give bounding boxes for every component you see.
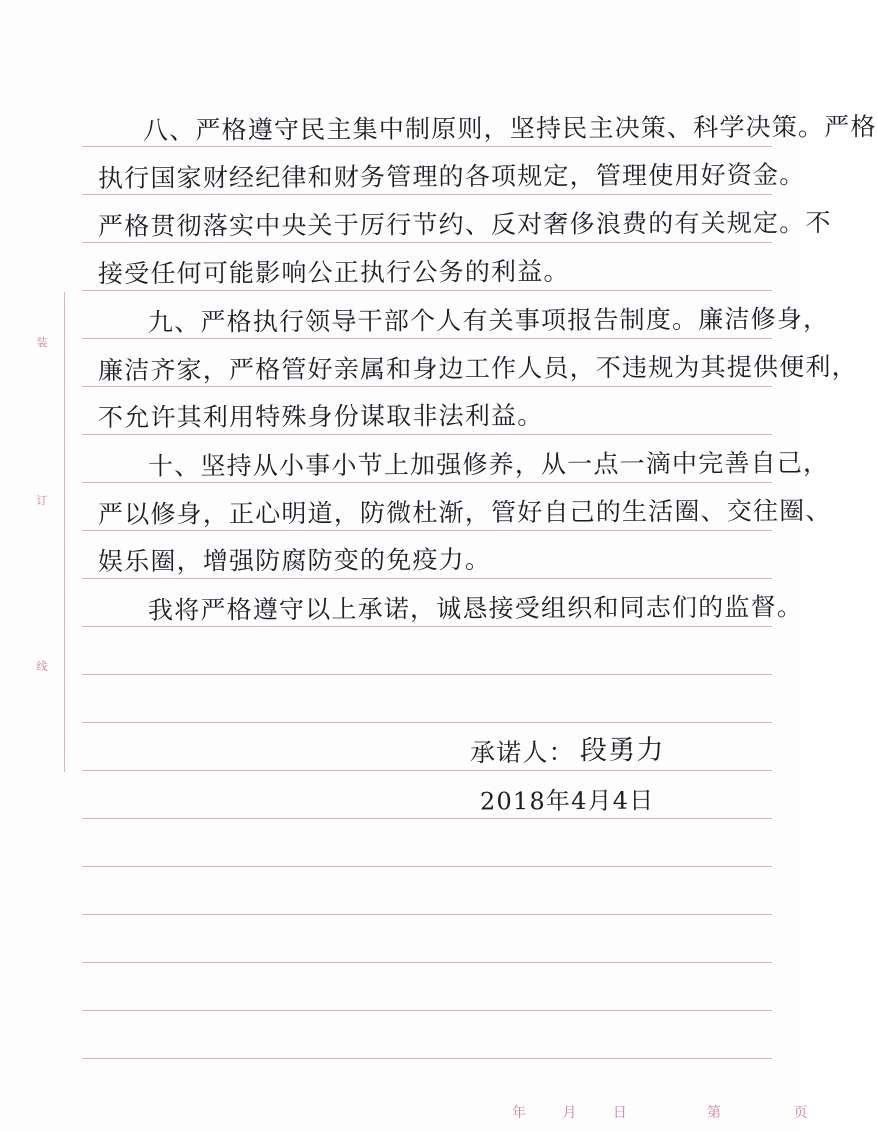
ruled-line bbox=[82, 338, 772, 339]
ruled-line bbox=[82, 626, 772, 627]
ruled-line bbox=[82, 1010, 772, 1011]
letter-line: 八、严格遵守民主集中制原则，坚持民主决策、科学决策。严格 bbox=[142, 112, 877, 145]
letter-line: 不允许其利用特殊身份谋取非法利益。 bbox=[97, 400, 544, 433]
binding-mark: 线 bbox=[36, 660, 48, 673]
letter-date: 2018年4月4日 bbox=[479, 786, 655, 816]
ruled-line bbox=[82, 866, 772, 867]
binding-margin-line bbox=[64, 292, 65, 772]
binding-mark: 订 bbox=[36, 494, 48, 507]
letter-line: 执行国家财经纪律和财务管理的各项规定，管理使用好资金。 bbox=[97, 160, 806, 193]
footer-date-label: 年 月 日 bbox=[512, 1105, 643, 1121]
letter-line: 娱乐圈，增强防腐防变的免疫力。 bbox=[97, 544, 492, 577]
ruled-line bbox=[82, 146, 772, 147]
ruled-line bbox=[82, 290, 772, 291]
ruled-line bbox=[82, 434, 772, 435]
ruled-line bbox=[82, 674, 772, 675]
letter-line: 十、坚持从小事小节上加强修养，从一点一滴中完善自己， bbox=[147, 448, 830, 481]
letter-line: 我将严格遵守以上承诺，诚恳接受组织和同志们的监督。 bbox=[147, 592, 804, 625]
signature-label: 承诺人： bbox=[469, 737, 575, 768]
ruled-line bbox=[82, 914, 772, 915]
ruled-line bbox=[82, 242, 772, 243]
letter-line: 接受任何可能影响公正执行公务的利益。 bbox=[97, 256, 570, 289]
signature-name: 段勇力 bbox=[579, 734, 665, 767]
letter-line: 九、严格执行领导干部个人有关事项报告制度。廉洁修身， bbox=[147, 304, 830, 337]
ruled-line bbox=[82, 722, 772, 723]
binding-mark: 装 bbox=[36, 336, 48, 349]
letter-line: 严格贯彻落实中央关于厉行节约、反对奢侈浪费的有关规定。不 bbox=[97, 208, 832, 241]
ruled-line bbox=[82, 578, 772, 579]
footer-page-label: 第 页 bbox=[707, 1105, 842, 1121]
ruled-line bbox=[82, 962, 772, 963]
ruled-line bbox=[82, 386, 772, 387]
letter-line: 严以修身，正心明道，防微杜渐，管好自己的生活圈、交往圈、 bbox=[97, 496, 832, 529]
ruled-line bbox=[82, 1058, 772, 1059]
ruled-line bbox=[82, 818, 772, 819]
ruled-line bbox=[82, 770, 772, 771]
ruled-line bbox=[82, 194, 772, 195]
ruled-line bbox=[82, 482, 772, 483]
ruled-line bbox=[82, 530, 772, 531]
letter-line: 廉洁齐家，严格管好亲属和身边工作人员，不违规为其提供便利， bbox=[97, 352, 858, 385]
